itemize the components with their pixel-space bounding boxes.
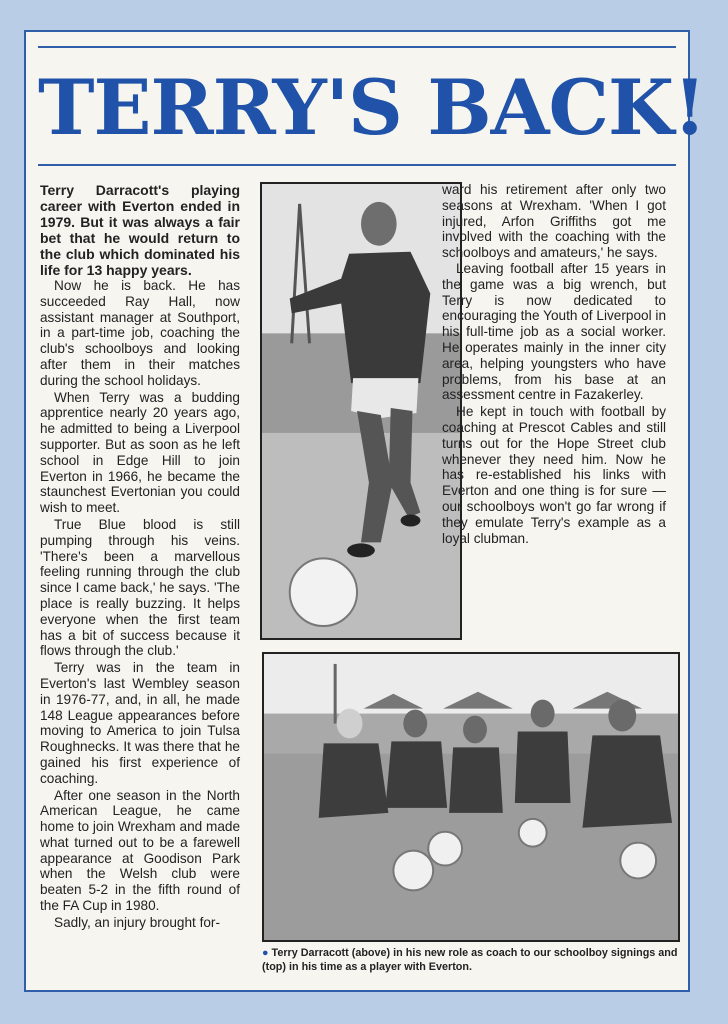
caption-bullet: ● bbox=[262, 947, 269, 959]
photo-caption bbox=[262, 946, 682, 974]
schoolboys-group-photo bbox=[262, 652, 680, 942]
magazine-page bbox=[24, 30, 706, 992]
headline-rule bbox=[38, 164, 676, 166]
paragraph: True Blue blood is still pumping through his veins. 'There's been a marvellous feeling running through the club since I came back,' he says. 'The place is really buzzing. It helps everyone when the first team has a bit of success because it flows through the club.' bbox=[40, 516, 240, 659]
right-column bbox=[442, 182, 666, 547]
paragraph: After one season in the North American League, he came home to join Wrexham and made what turned out to be a farewell appearance at Goodison Park when the Welsh club were beaten 5-2 in the fifth round of the FA Cup in 1980. bbox=[40, 787, 240, 914]
player-action-photo bbox=[260, 182, 462, 640]
left-column bbox=[40, 182, 240, 932]
paragraph: Now he is back. He has succeeded Ray Hall, now assistant manager at Southport, in a part-time job, coaching the club's schoolboys and looking after them in their matches during the school holidays. bbox=[40, 278, 240, 388]
paragraph: Leaving football after 15 years in the game was a big wrench, but Terry is now dedicated to encouraging the Youth of Liverpool in his full-time job as a social worker. He operates mainly in the inner city area, helping youngsters who have problems, from his base at an assessment centre in Fazakerley. bbox=[442, 260, 666, 403]
lead-paragraph: Terry Darracott's playing career with Everton ended in 1979. But it was always a fair bet that he would return to the club which dominated his life for 13 happy years. bbox=[40, 182, 240, 278]
paragraph: When Terry was a budding apprentice nearly 20 years ago, he admitted to being a Liverpool supporter. But as soon as he left school in Edge Hill to join Everton in 1966, he became the staunchest Evertonian you could wish to meet. bbox=[40, 389, 240, 516]
paragraph: Terry was in the team in Everton's last Wembley season in 1976-77, and, in all, he made 148 League appearances before moving to America to join Tulsa Roughnecks. It was there that he gained his first experience of coaching. bbox=[40, 660, 240, 786]
continued-paragraph: ward his retirement after only two seasons at Wrexham. 'When I got injured, Arfon Griffiths got me involved with the coaching with the schoolboys and amateurs,' he says. bbox=[442, 182, 666, 261]
paragraph: He kept in touch with football by coaching at Prescot Cables and still turns out for the Hope Street club whenever they need him. Now he has re-established his links with Everton and one thing is for sure — our schoolboys won't go far wrong if they emulate Terry's example as a loyal clubman. bbox=[442, 404, 666, 546]
top-rule bbox=[38, 46, 676, 48]
headline: TERRY'S BACK! bbox=[38, 63, 706, 152]
paragraph: Sadly, an injury brought for- bbox=[54, 914, 220, 930]
caption-text: Terry Darracott (above) in his new role as coach to our schoolboy signings and (top) in his time as a player with Everton. bbox=[262, 947, 678, 973]
